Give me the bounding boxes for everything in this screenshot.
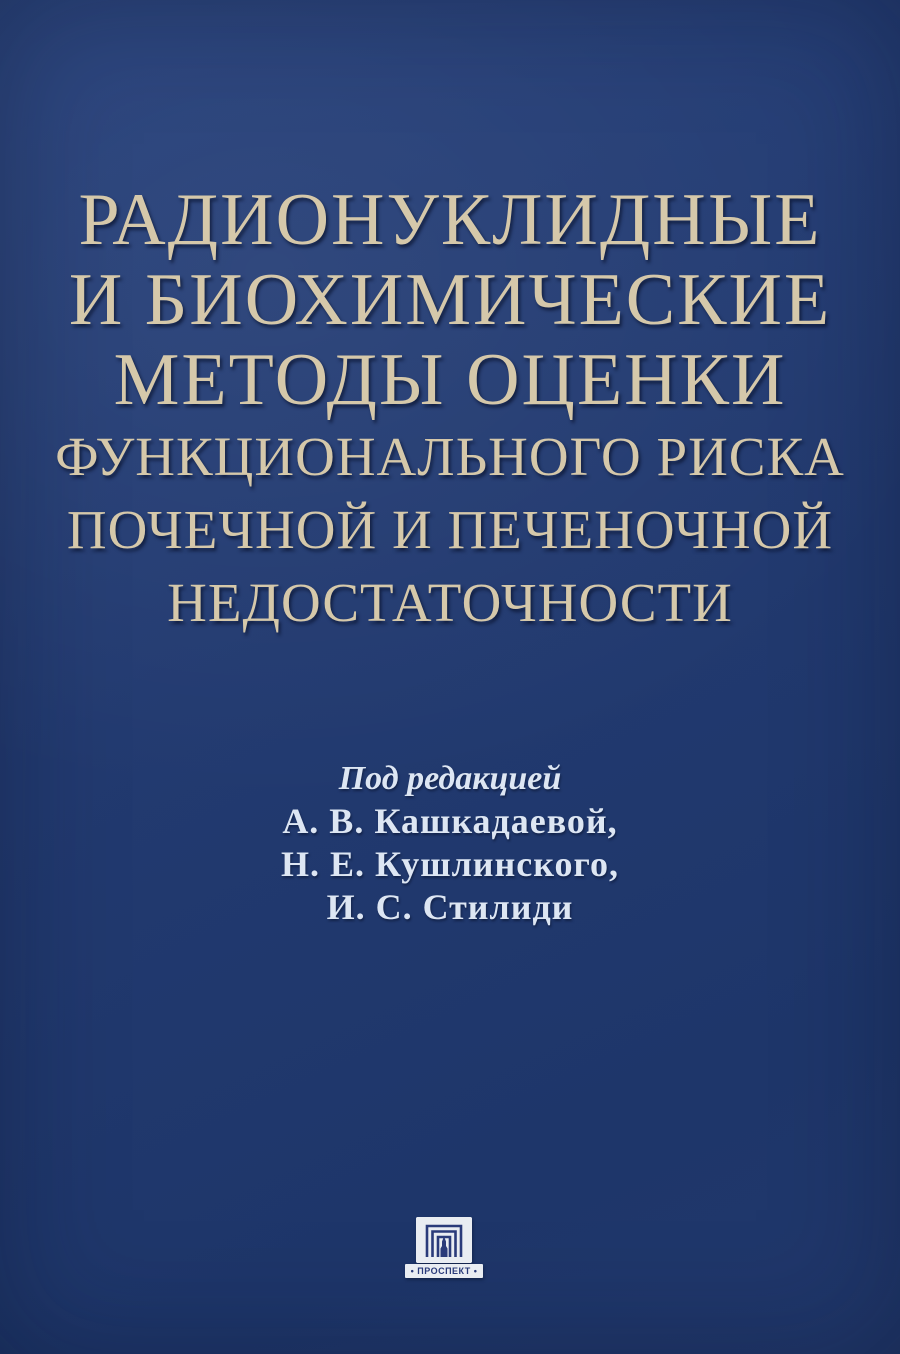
book-title <box>0 180 900 639</box>
prospekt-emblem-icon <box>416 1217 472 1263</box>
title-line-4: ФУНКЦИОНАЛЬНОГО РИСКА <box>55 426 845 487</box>
title-line-5: ПОЧЕЧНОЙ И ПЕЧЕНОЧНОЙ <box>66 499 834 560</box>
edited-by-label: Под редакцией <box>338 760 562 797</box>
title-line-1: РАДИОНУКЛИДНЫЕ <box>78 179 822 261</box>
title-line-3: МЕТОДЫ ОЦЕНКИ <box>113 339 787 421</box>
publisher-name: • ПРОСПЕКТ • <box>405 1264 483 1278</box>
title-line-6: НЕДОСТАТОЧНОСТИ <box>167 572 733 633</box>
title-line-2: И БИОХИМИЧЕСКИЕ <box>68 259 832 341</box>
editors-block <box>0 758 900 929</box>
editor-name-1: А. В. Кашкадаевой, <box>282 801 618 841</box>
editor-name-2: Н. Е. Кушлинского, <box>281 844 619 884</box>
publisher-logo <box>405 1217 483 1278</box>
editor-name-3: И. С. Стилиди <box>326 887 574 927</box>
